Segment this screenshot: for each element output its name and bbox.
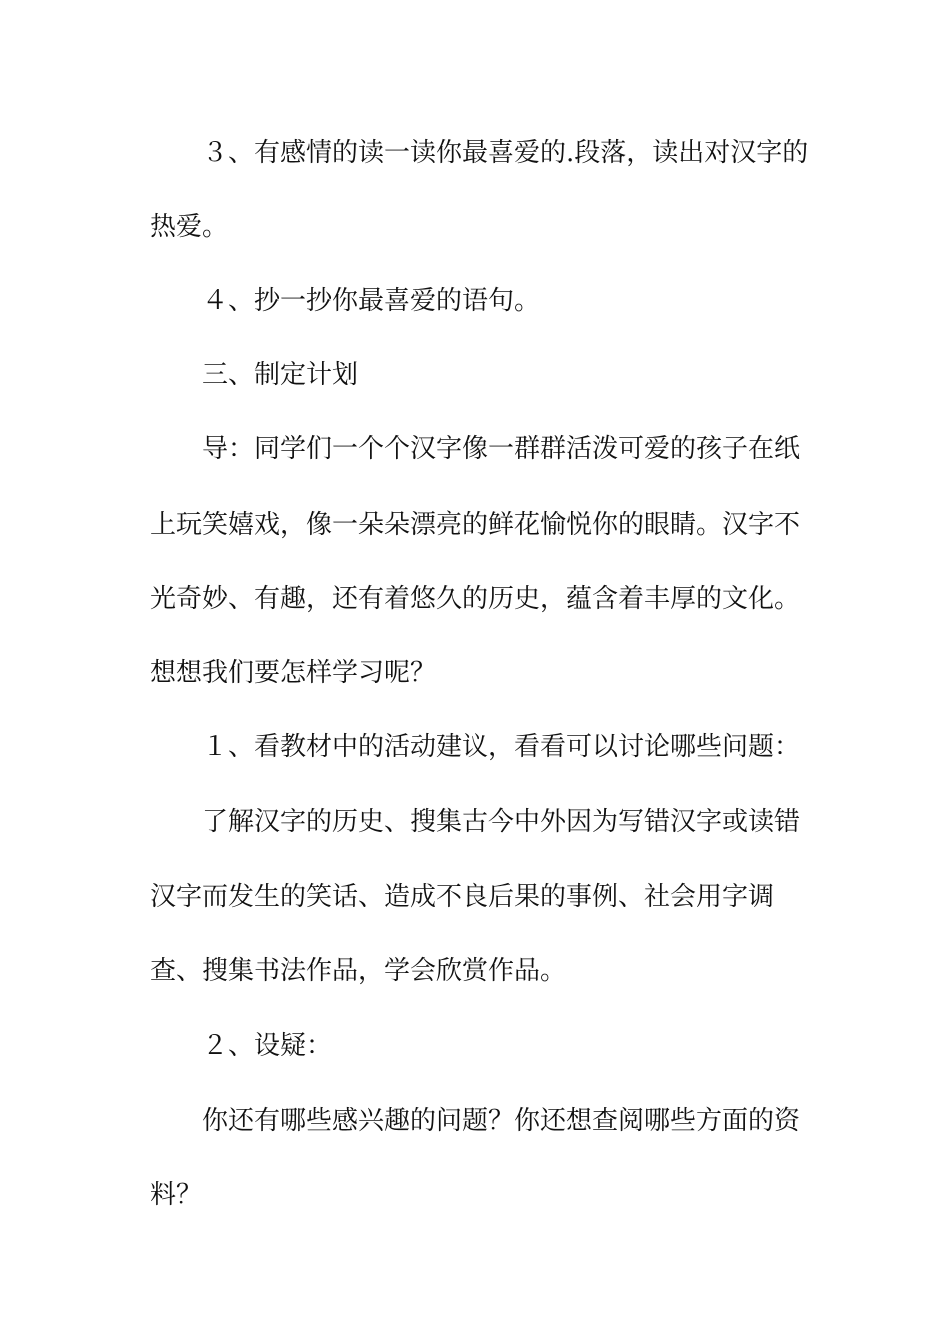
- paragraph-line: 你还有哪些感兴趣的问题？你还想查阅哪些方面的资: [202, 1106, 801, 1136]
- paragraph-line: １、看教材中的活动建议，看看可以讨论哪些问题：: [202, 732, 801, 762]
- paragraph-line: 光奇妙、有趣，还有着悠久的历史，蕴含着丰厚的文化。: [150, 584, 801, 614]
- paragraph-line: ４、抄一抄你最喜爱的语句。: [202, 286, 541, 316]
- paragraph-line: 料？: [150, 1180, 203, 1210]
- paragraph-line: 想想我们要怎样学习呢？: [150, 658, 437, 688]
- paragraph-line: 上玩笑嬉戏，像一朵朵漂亮的鲜花愉悦你的眼睛。汉字不: [150, 510, 801, 540]
- paragraph-line: 查、搜集书法作品，学会欣赏作品。: [150, 956, 567, 986]
- paragraph-line: 导：同学们一个个汉字像一群群活泼可爱的孩子在纸: [202, 434, 801, 464]
- paragraph-line: 汉字而发生的笑话、造成不良后果的事例、社会用字调: [150, 882, 775, 912]
- paragraph-line: ３、有感情的读一读你最喜爱的.段落，读出对汉字的: [202, 138, 809, 168]
- paragraph-line: ２、设疑：: [202, 1031, 333, 1061]
- paragraph-line: 热爱。: [150, 212, 229, 242]
- paragraph-line: 了解汉字的历史、搜集古今中外因为写错汉字或读错: [202, 807, 801, 837]
- section-heading: 三、制定计划: [202, 360, 359, 390]
